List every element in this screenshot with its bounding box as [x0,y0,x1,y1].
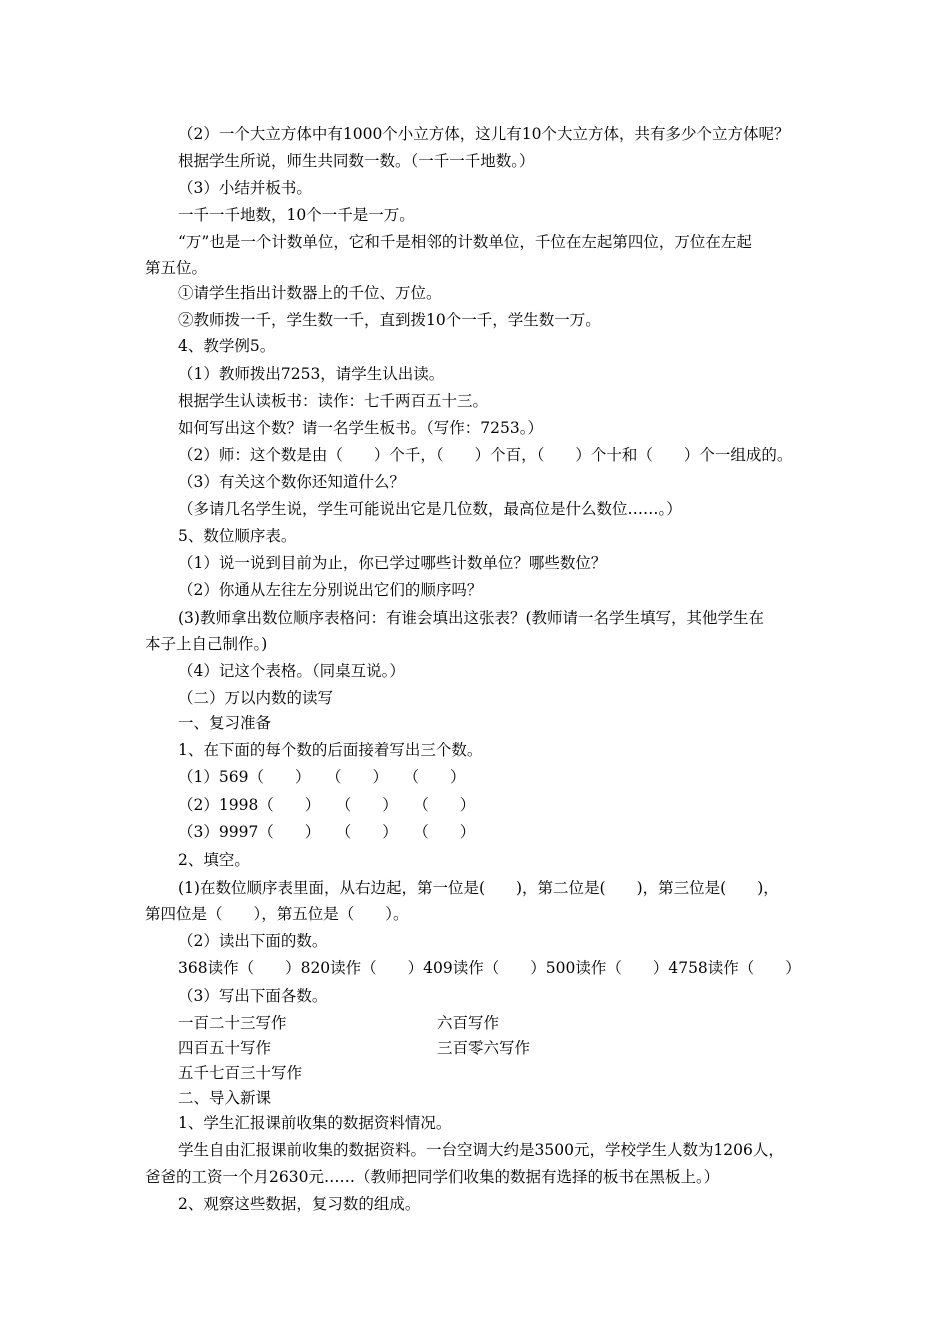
text-line: 如何写出这个数？请一名学生板书。（写作：7253。） [178,419,543,437]
text-line: （1）569（ ） （ ） （ ） [178,768,466,786]
text-line: (3)教师拿出数位顺序表格问：有谁会填出这张表？(教师请一名学生填写，其他学生在 [178,609,765,627]
text-line: （3）9997（ ） （ ） （ ） [178,823,476,841]
text-line: 第四位是（ ），第五位是（ ）。 [145,905,409,923]
text-line: （二）万以内数的读写 [178,689,334,707]
text-line: （1）教师拨出7253，请学生认出读。 [178,365,445,383]
text-line: 368读作（ ）820读作（ ）409读作（ ）500读作（ ）4758读作（ ） [178,959,801,977]
text-line: 第五位。 [145,259,208,277]
text-line: （3）小结并板书。 [178,179,312,197]
text-line: 二、导入新课 [178,1089,272,1107]
text-line: 2、观察这些数据，复习数的组成。 [178,1195,421,1213]
text-line: （2）你通从左往左分别说出它们的顺序吗？ [178,581,483,599]
text-line: （2）读出下面的数。 [178,932,328,950]
text-line: 一千一千地数，10个一千是一万。 [178,206,415,224]
text-line: （2）1998（ ） （ ） （ ） [178,796,476,814]
text-line: (1)在数位顺序表里面，从右边起，第一位是( )，第二位是( )，第三位是( )， [178,879,779,897]
text-line: 一、复习准备 [178,714,272,732]
text-line: （2）师：这个数是由（ ）个千，（ ）个百，（ ）个十和（ ）个一组成的。 [178,446,793,464]
text-line: （3）有关这个数你还知道什么？ [178,473,405,491]
text-line: 根据学生认读板书：读作：七千两百五十三。 [178,392,489,410]
text-line: 五千七百三十写作 [178,1064,303,1082]
text-line: 1、在下面的每个数的后面接着写出三个数。 [178,741,483,759]
text-line: ①请学生指出计数器上的千位、万位。 [178,284,442,302]
text-line: 本子上自己制作。) [145,635,268,653]
text-line: 4、教学例5。 [178,337,276,355]
text-line: 学生自由汇报课前收集的数据资料。一台空调大约是3500元，学校学生人数为1206人， [178,1141,784,1159]
text-line: 六百写作 [437,1014,500,1032]
text-line: 1、学生汇报课前收集的数据资料情况。 [178,1114,452,1132]
text-line: 根据学生所说，师生共同数一数。（一千一千地数。） [178,152,535,170]
text-line: 三百零六写作 [437,1039,531,1057]
text-line: 5、数位顺序表。 [178,527,297,545]
text-line: 2、填空。 [178,851,250,869]
text-line: ②教师拨一千，学生数一千，直到拨10个一千，学生数一万。 [178,311,601,329]
text-line: （多请几名学生说，学生可能说出它是几位数，最高位是什么数位……。） [178,500,682,518]
text-line: 一百二十三写作 [178,1014,287,1032]
text-line: “万”也是一个计数单位，它和千是相邻的计数单位，千位在左起第四位，万位在左起 [178,233,752,251]
text-line: 四百五十写作 [178,1039,272,1057]
text-line: （2）一个大立方体中有1000个小立方体，这儿有10个大立方体，共有多少个立方体呢？ [178,125,790,143]
text-line: （1）说一说到目前为止，你已学过哪些计数单位？哪些数位？ [178,554,607,572]
text-line: （4）记这个表格。（同桌互说。） [178,662,405,680]
text-line: （3）写出下面各数。 [178,987,328,1005]
text-line: 爸爸的工资一个月2630元……（教师把同学们收集的数据有选择的板书在黑板上。） [145,1168,720,1186]
